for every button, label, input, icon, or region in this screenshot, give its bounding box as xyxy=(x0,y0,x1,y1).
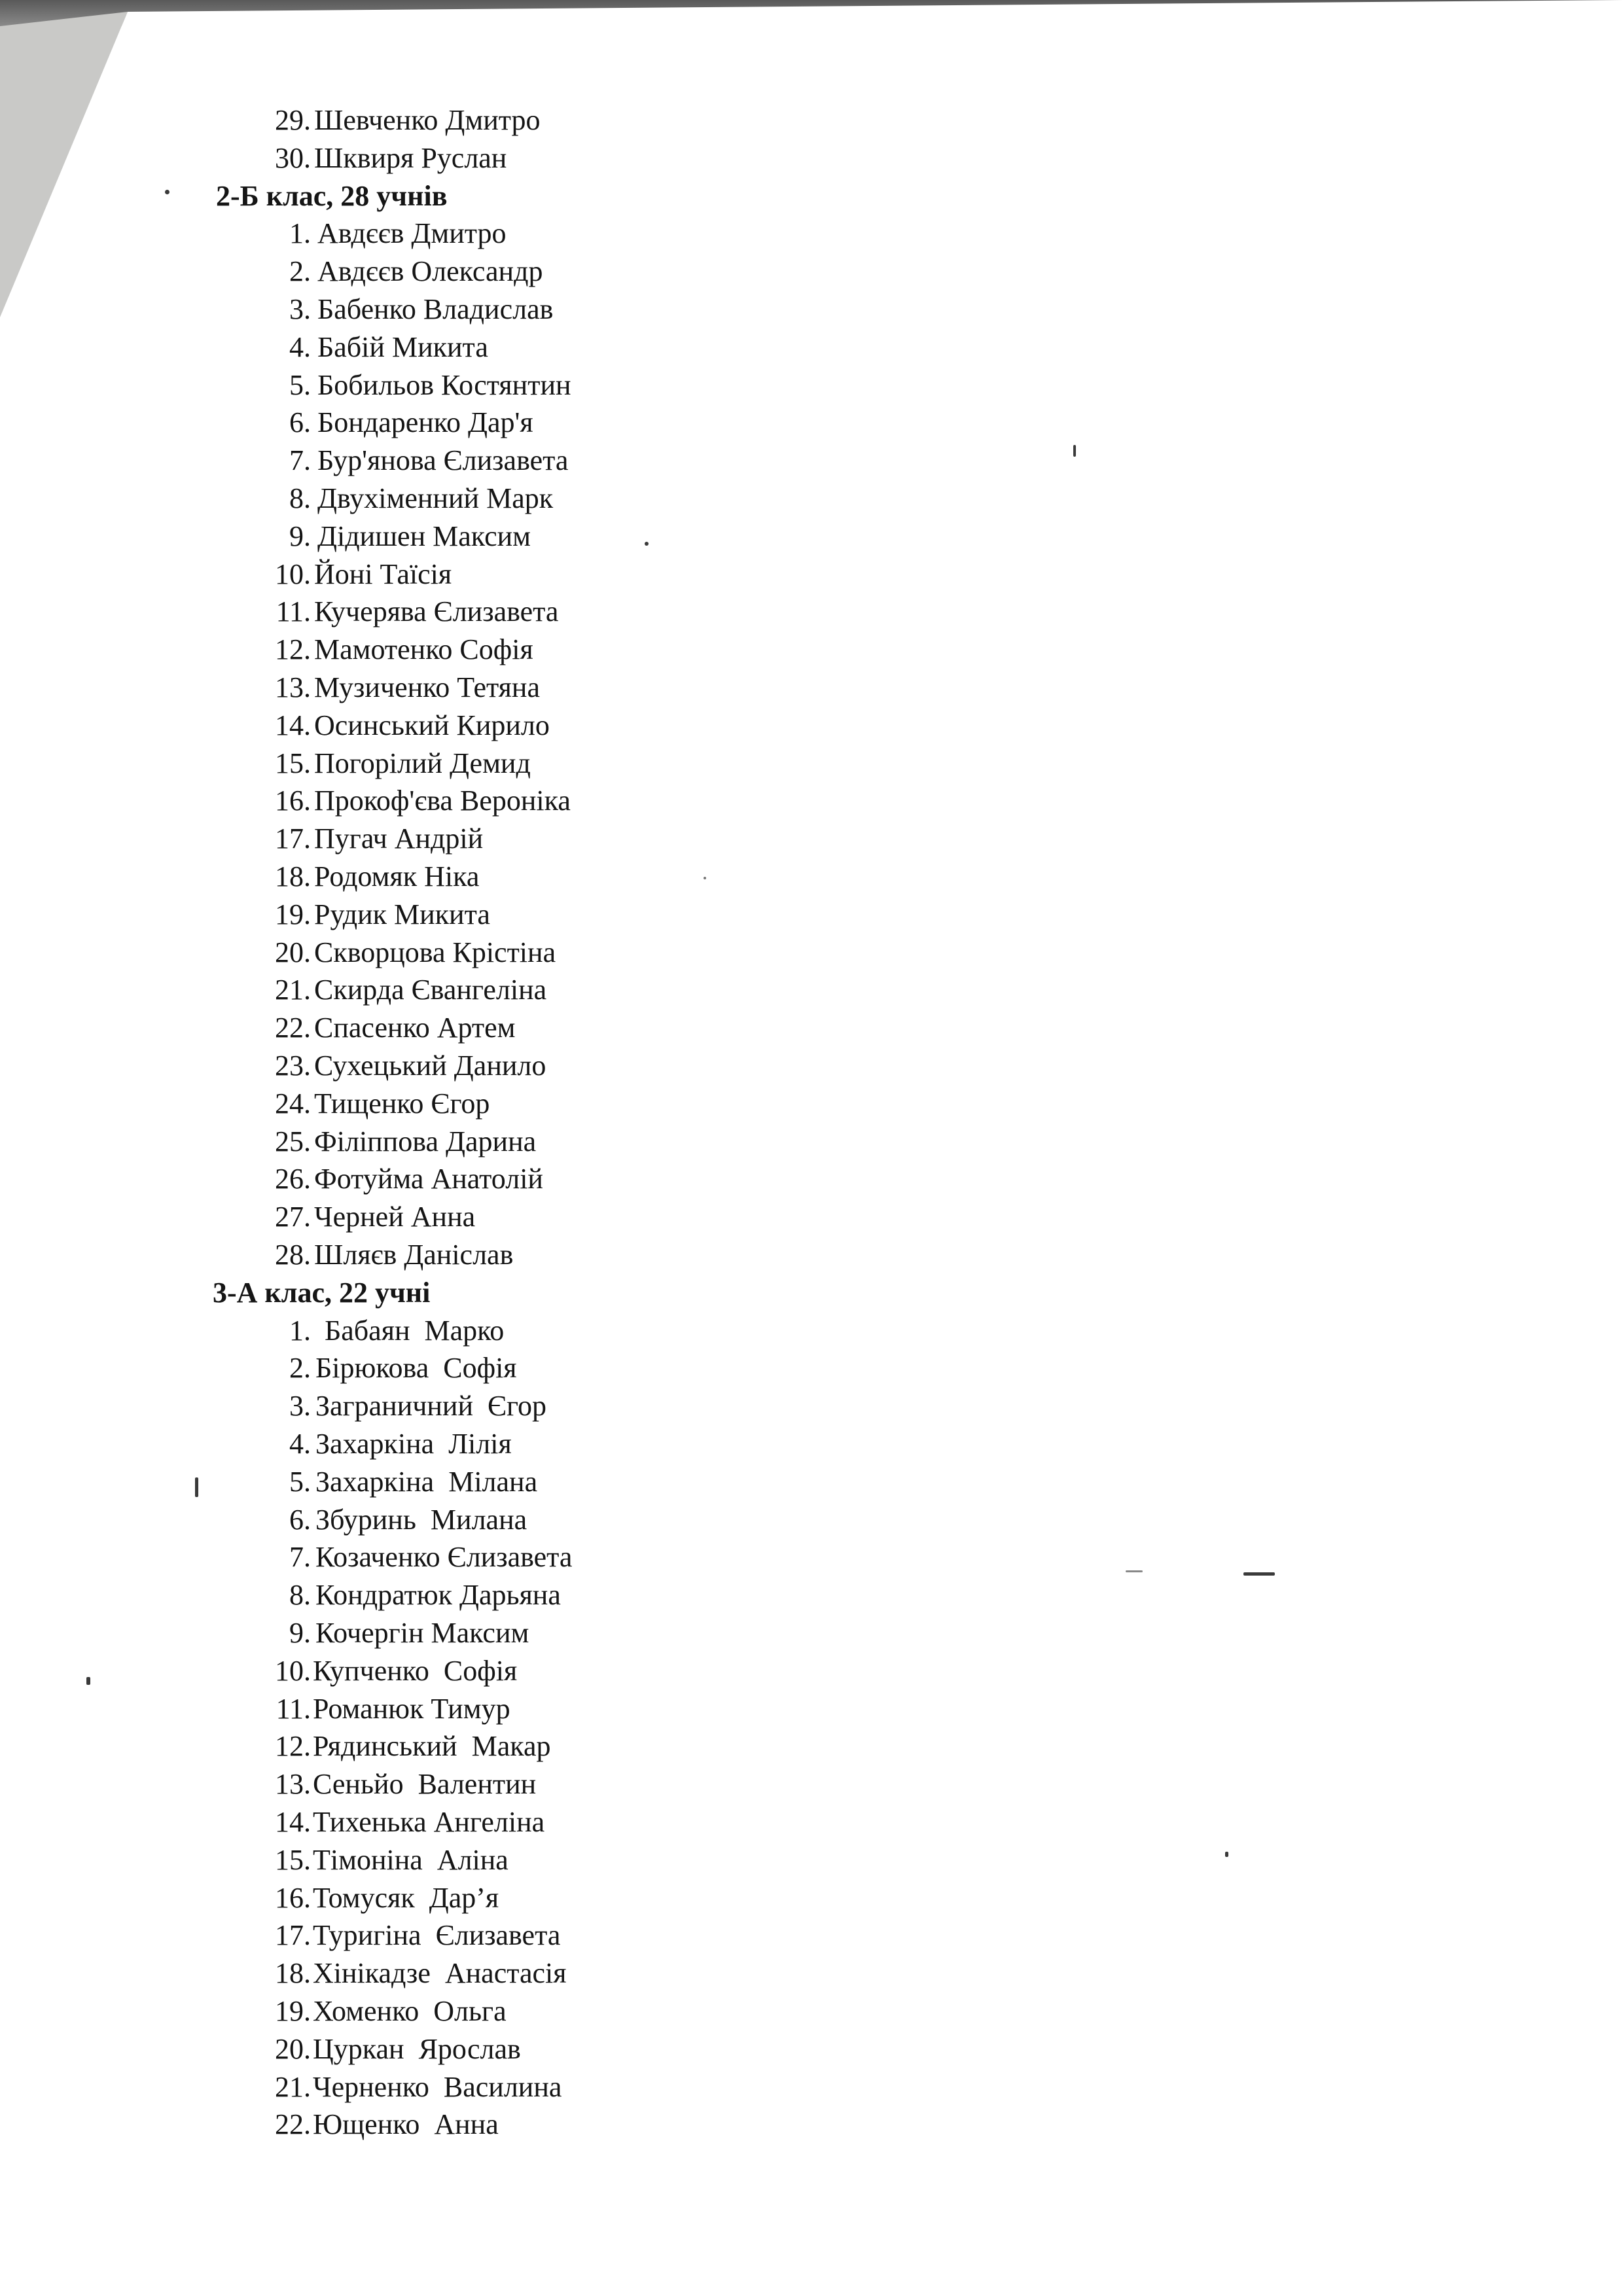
list-item-number: 24. xyxy=(275,1087,311,1120)
student-name: Мамотенко Софія xyxy=(314,633,533,666)
student-name: Бур'янова Єлизавета xyxy=(317,444,569,477)
student-name: Туригіна Єлизавета xyxy=(313,1919,561,1952)
student-name: Рудик Микита xyxy=(314,898,490,930)
list-item-number: 15. xyxy=(275,1843,311,1876)
student-name: Хінікадзе Анастасія xyxy=(313,1957,567,1990)
student-name: Томусяк Дар’я xyxy=(313,1881,499,1914)
list-item-number: 22. xyxy=(275,2108,311,2141)
list-item-number: 9. xyxy=(289,520,311,552)
student-name: Кучерява Єлизавета xyxy=(314,595,559,628)
student-name: Заграничний Єгор xyxy=(315,1390,547,1422)
list-item-number: 29. xyxy=(275,104,311,136)
list-item-number: 14. xyxy=(275,709,311,741)
student-name: Йоні Таїсія xyxy=(314,557,452,590)
student-name: Бабаян Марко xyxy=(325,1314,505,1347)
list-item-number: 13. xyxy=(275,1768,311,1801)
student-name: Бобильов Костянтин xyxy=(317,368,571,401)
student-name: Авдєєв Олександр xyxy=(317,255,543,288)
list-item-number: 30. xyxy=(275,141,311,174)
student-name: Шевченко Дмитро xyxy=(314,104,541,136)
list-item-number: 11. xyxy=(276,1692,311,1725)
student-name: Рядинський Макар xyxy=(313,1730,551,1763)
list-item-number: 1. xyxy=(289,217,311,250)
list-item-number: 8. xyxy=(289,1579,311,1612)
list-item-number: 21. xyxy=(275,2070,311,2103)
student-name: Бабій Микита xyxy=(317,330,488,363)
student-name: Музиченко Тетяна xyxy=(314,671,540,703)
list-item-number: 6. xyxy=(289,1503,311,1536)
student-name: Спасенко Артем xyxy=(314,1012,516,1044)
student-name: Козаченко Єлизавета xyxy=(315,1541,573,1574)
student-name: Пугач Андрій xyxy=(314,822,484,855)
list-item-number: 16. xyxy=(275,1881,311,1914)
list-item-number: 12. xyxy=(275,633,311,666)
list-item-number: 3. xyxy=(289,293,311,325)
student-name: Скворцова Крістіна xyxy=(314,936,556,968)
list-item-number: 7. xyxy=(289,444,311,477)
student-name: Черней Анна xyxy=(314,1201,476,1233)
list-item-number: 27. xyxy=(275,1201,311,1233)
student-name: Шквиря Руслан xyxy=(314,141,507,174)
class-heading: 3-А клас, 22 учні xyxy=(213,1276,431,1309)
list-item-number: 25. xyxy=(275,1125,311,1157)
list-item-number: 4. xyxy=(289,1428,311,1460)
student-name: Осинський Кирило xyxy=(314,709,550,741)
list-item-number: 17. xyxy=(275,1919,311,1952)
student-name: Тімоніна Аліна xyxy=(313,1843,508,1876)
list-item-number: 9. xyxy=(289,1617,311,1649)
student-name: Погорілий Демид xyxy=(314,747,531,779)
student-name: Фотуйма Анатолій xyxy=(314,1163,543,1195)
list-item-number: 13. xyxy=(275,671,311,703)
student-name: Бондаренко Дар'я xyxy=(317,406,533,439)
student-name: Авдєєв Дмитро xyxy=(317,217,507,250)
list-item-number: 10. xyxy=(275,1654,311,1687)
list-item-number: 3. xyxy=(289,1390,311,1422)
student-name: Сухецький Данило xyxy=(314,1050,546,1082)
list-item-number: 5. xyxy=(289,1465,311,1498)
student-name: Прокоф'єва Вероніка xyxy=(314,785,571,817)
student-name: Кочергін Максим xyxy=(315,1617,529,1649)
list-item-number: 23. xyxy=(275,1050,311,1082)
student-name: Філіппова Дарина xyxy=(314,1125,537,1157)
student-name: Черненко Василина xyxy=(313,2070,562,2103)
student-name: Ющенко Анна xyxy=(313,2108,499,2141)
student-name: Бабенко Владислав xyxy=(317,293,554,325)
list-item-number: 4. xyxy=(289,330,311,363)
list-item-number: 18. xyxy=(275,860,311,892)
student-name: Захаркіна Лілія xyxy=(315,1428,512,1460)
list-item-number: 1. xyxy=(289,1314,311,1347)
student-name: Тищенко Єгор xyxy=(314,1087,490,1120)
list-item-number: 6. xyxy=(289,406,311,439)
list-item-number: 5. xyxy=(289,368,311,401)
list-item-number: 7. xyxy=(289,1541,311,1574)
list-item-number: 19. xyxy=(275,1995,311,2027)
list-item-number: 19. xyxy=(275,898,311,930)
list-item-number: 18. xyxy=(275,1957,311,1990)
student-name: Збуринь Милана xyxy=(315,1503,527,1536)
list-item-number: 15. xyxy=(275,747,311,779)
student-name: Захаркіна Мілана xyxy=(315,1465,538,1498)
list-item-number: 10. xyxy=(275,557,311,590)
student-name: Цуркан Ярослав xyxy=(313,2032,521,2065)
list-item-number: 12. xyxy=(275,1730,311,1763)
student-name: Тихенька Ангеліна xyxy=(313,1806,545,1838)
list-item-number: 26. xyxy=(275,1163,311,1195)
list-item-number: 20. xyxy=(275,936,311,968)
student-name: Хоменко Ольга xyxy=(313,1995,507,2027)
student-name: Дідишен Максим xyxy=(317,520,531,552)
list-item-number: 20. xyxy=(275,2032,311,2065)
student-name: Скирда Євангеліна xyxy=(314,974,547,1006)
student-name: Родомяк Ніка xyxy=(314,860,480,892)
list-item-number: 21. xyxy=(275,974,311,1006)
list-item-number: 8. xyxy=(289,482,311,514)
student-name: Сеньйо Валентин xyxy=(313,1768,537,1801)
student-name: Двухіменний Марк xyxy=(317,482,554,514)
list-item-number: 11. xyxy=(276,595,311,628)
list-item-number: 22. xyxy=(275,1012,311,1044)
list-item-number: 2. xyxy=(289,255,311,288)
student-name: Купченко Софія xyxy=(313,1654,518,1687)
student-name: Романюк Тимур xyxy=(313,1692,510,1725)
student-name: Шляєв Даніслав xyxy=(314,1239,514,1271)
class-heading: 2-Б клас, 28 учнів xyxy=(216,179,448,212)
list-item-number: 14. xyxy=(275,1806,311,1838)
list-item-number: 17. xyxy=(275,822,311,855)
student-name: Кондратюк Дарьяна xyxy=(315,1579,561,1612)
list-item-number: 28. xyxy=(275,1239,311,1271)
student-name: Бірюкова Софія xyxy=(315,1352,517,1385)
list-item-number: 2. xyxy=(289,1352,311,1385)
list-item-number: 16. xyxy=(275,785,311,817)
